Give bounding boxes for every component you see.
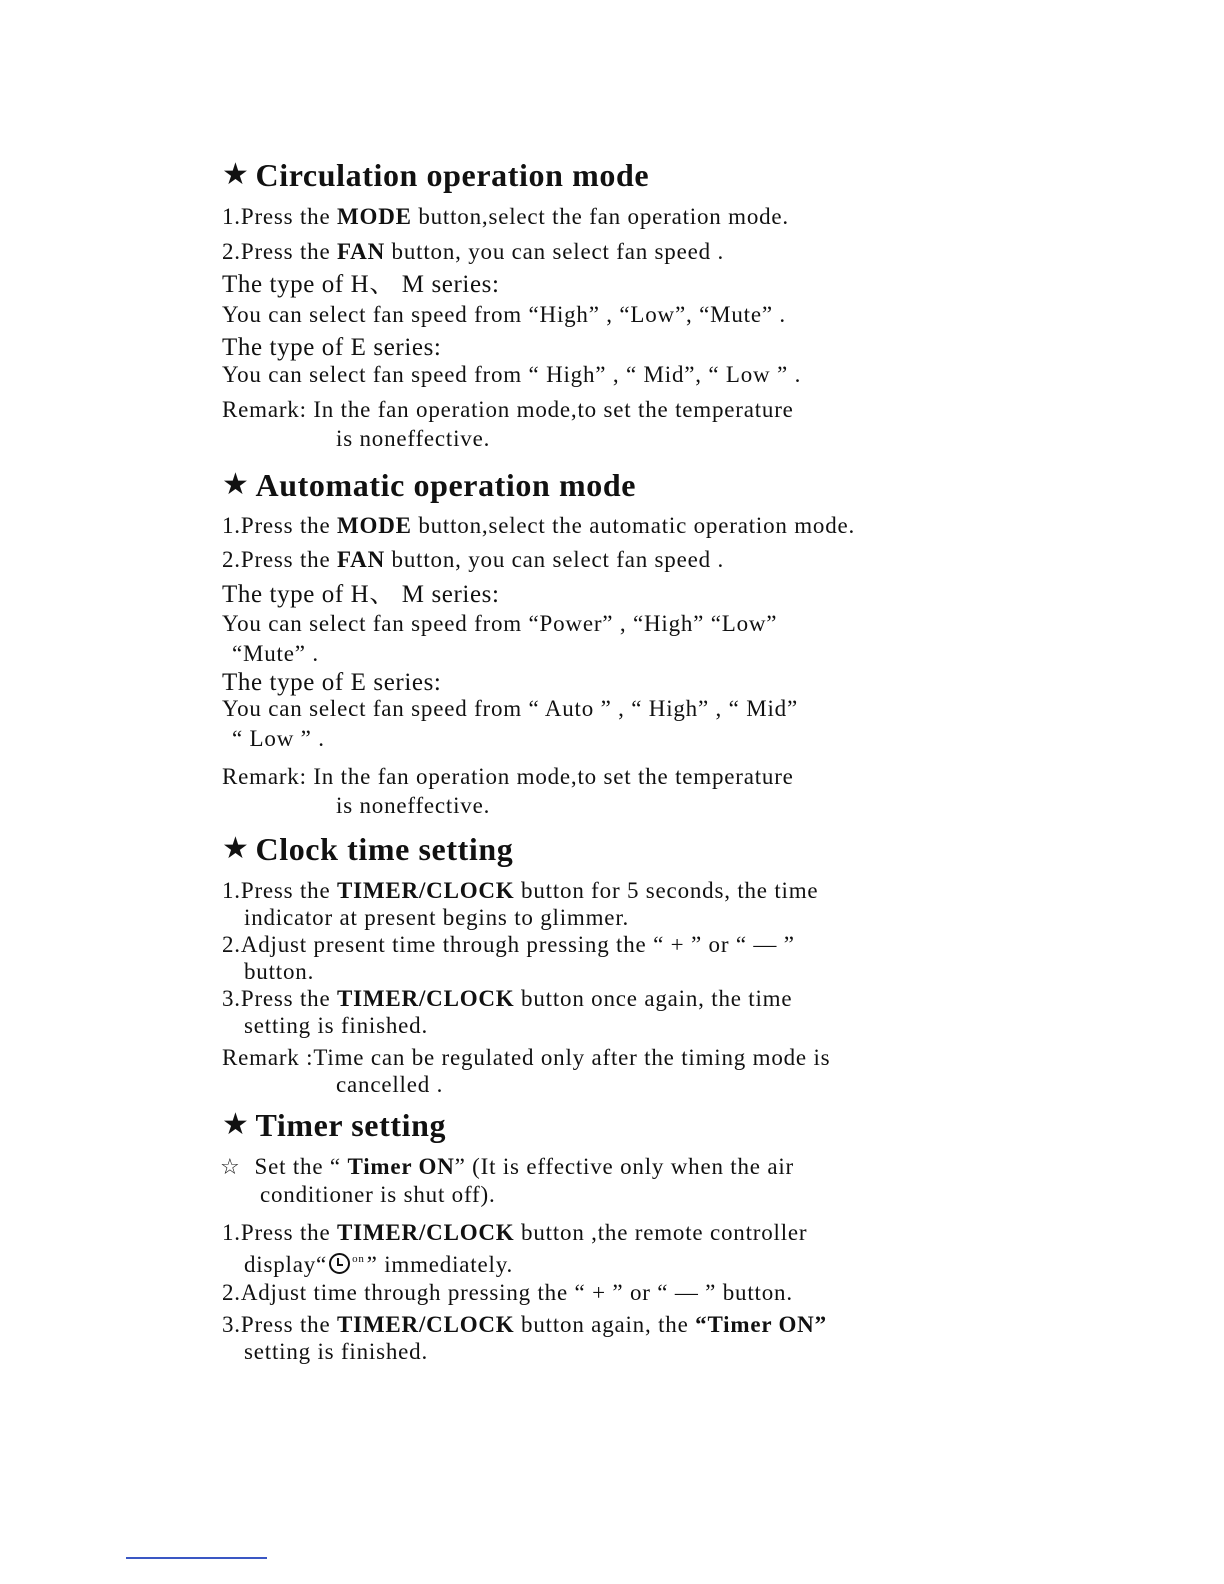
step-text: button again, the	[514, 1312, 696, 1337]
automatic-e-heading: The type of E series:	[222, 669, 442, 696]
clock-step-2: 2.Adjust present time through pressing the “ + ” or “ — ”	[222, 932, 795, 957]
automatic-remark-cont: is noneffective.	[336, 793, 491, 818]
timer-step-1	[222, 1219, 807, 1246]
step-text: display“	[244, 1252, 328, 1277]
clock-remark: Remark :Time can be regulated only after the timing mode is	[222, 1045, 831, 1070]
timer-on-note	[220, 1153, 794, 1181]
step-text: button,select the fan operation mode.	[411, 204, 789, 229]
step-text: 1.Press the	[222, 878, 338, 903]
automatic-e-speeds-cont: “ Low ” .	[232, 726, 325, 751]
star-icon: ★	[222, 467, 250, 502]
automatic-hm-speeds-cont: “Mute” .	[232, 641, 319, 666]
section-clock	[222, 830, 513, 868]
step-text: 1.Press the	[222, 1220, 338, 1245]
automatic-step-2	[222, 546, 724, 573]
clock-step-3	[222, 985, 792, 1012]
automatic-remark: Remark: In the fan operation mode,to set the temperature	[222, 764, 794, 789]
timer-clock-button-label: TIMER/CLOCK	[337, 878, 515, 903]
section-title-text: Automatic operation mode	[255, 467, 637, 503]
timer-step-2: 2.Adjust time through pressing the “ + ” or “ — ” button.	[222, 1280, 793, 1305]
section-circulation	[222, 156, 649, 194]
section-timer	[222, 1106, 446, 1144]
fan-button-label: FAN	[337, 547, 385, 572]
clock-step-3-cont: setting is finished.	[244, 1013, 429, 1038]
on-indicator: on	[352, 1253, 365, 1265]
step-text: 3.Press the	[222, 1312, 338, 1337]
timer-step-3	[222, 1311, 827, 1338]
automatic-hm-heading: The type of H、 M series:	[222, 581, 500, 608]
star-icon: ★	[222, 1107, 250, 1142]
clock-remark-cont: cancelled .	[336, 1072, 444, 1097]
star-icon: ★	[222, 157, 250, 192]
circulation-hm-heading: The type of H、 M series:	[222, 271, 500, 298]
note-text: Set the “	[254, 1154, 348, 1179]
section-title-timer	[222, 1106, 446, 1144]
circulation-step-2	[222, 238, 724, 265]
automatic-e-speeds: You can select fan speed from “ Auto ” , “ High” , “ Mid”	[222, 696, 798, 721]
clock-step-2-cont: button.	[244, 959, 315, 984]
clock-step-1-cont: indicator at present begins to glimmer.	[244, 905, 630, 930]
timer-step-1-cont	[222, 1246, 513, 1278]
circulation-e-speeds: You can select fan speed from “ High” , “ Mid”, “ Low ” .	[222, 362, 802, 387]
timer-clock-button-label: TIMER/CLOCK	[337, 986, 515, 1011]
step-text: button for 5 seconds, the time	[514, 878, 819, 903]
section-title-text: Timer setting	[255, 1107, 447, 1143]
fan-button-label: FAN	[337, 239, 385, 264]
star-icon: ★	[222, 831, 250, 866]
step-text: button ,the remote controller	[514, 1220, 808, 1245]
automatic-step-1	[222, 512, 855, 539]
automatic-hm-speeds: You can select fan speed from “Power” , “High” “Low”	[222, 611, 778, 636]
circulation-e-heading: The type of E series:	[222, 334, 442, 361]
step-text: button,select the automatic operation mode.	[411, 513, 856, 538]
timer-step-3-cont: setting is finished.	[244, 1339, 429, 1364]
step-text: button, you can select fan speed .	[384, 547, 725, 572]
hollow-star-icon: ☆	[220, 1155, 241, 1180]
timer-on-label: “Timer ON”	[695, 1312, 827, 1337]
timer-on-label: Timer ON	[347, 1154, 455, 1179]
note-text: ” (It is effective only when the air	[454, 1154, 795, 1179]
clock-step-1	[222, 877, 818, 904]
step-text: 1.Press the	[222, 513, 338, 538]
mode-button-label: MODE	[337, 513, 412, 538]
section-title-text: Clock time setting	[255, 831, 514, 867]
circulation-step-1	[222, 203, 789, 230]
step-text: button, you can select fan speed .	[384, 239, 725, 264]
section-title-clock	[222, 830, 513, 868]
step-text: 2.Press the	[222, 547, 338, 572]
circulation-remark: Remark: In the fan operation mode,to set the temperature	[222, 397, 794, 422]
step-text: ” immediately.	[366, 1252, 514, 1277]
timer-clock-button-label: TIMER/CLOCK	[337, 1220, 515, 1245]
clock-icon	[329, 1253, 350, 1274]
step-text: button once again, the time	[514, 986, 793, 1011]
section-automatic	[222, 466, 636, 504]
section-title-circulation	[222, 156, 649, 194]
timer-clock-button-label: TIMER/CLOCK	[337, 1312, 515, 1337]
section-title-automatic	[222, 466, 636, 504]
step-text: 2.Press the	[222, 239, 338, 264]
section-title-text: Circulation operation mode	[255, 157, 650, 193]
step-text: 1.Press the	[222, 204, 338, 229]
mode-button-label: MODE	[337, 204, 412, 229]
circulation-hm-speeds: You can select fan speed from “High” , “Low”, “Mute” .	[222, 302, 786, 327]
footer-rule	[126, 1557, 267, 1559]
circulation-remark-cont: is noneffective.	[336, 426, 491, 451]
timer-on-note-cont: conditioner is shut off).	[260, 1182, 496, 1207]
step-text: 3.Press the	[222, 986, 338, 1011]
